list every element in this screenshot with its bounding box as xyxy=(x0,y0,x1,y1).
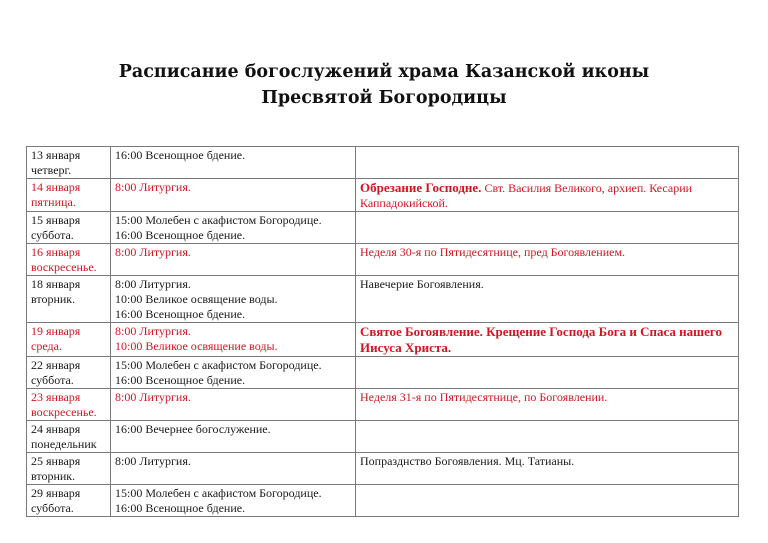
weekday-text: понедельник xyxy=(31,437,97,451)
feast-description: Навечерие Богоявления. xyxy=(360,277,484,291)
weekday-text: воскресенье. xyxy=(31,260,97,274)
weekday-text: суббота. xyxy=(31,501,74,515)
date-text: 13 января xyxy=(31,148,81,162)
table-row xyxy=(27,389,739,421)
service-item: 10:00 Великое освящение воды. xyxy=(115,339,278,353)
table-row xyxy=(27,212,739,244)
date-text: 23 января xyxy=(31,390,81,404)
service-item: 15:00 Молебен с акафистом Богородице. xyxy=(115,358,322,372)
date-text: 22 января xyxy=(31,358,81,372)
service-item: 8:00 Литургия. xyxy=(115,245,191,259)
feast-description: Свт. Василия Великого, архиеп. Кесарии Каппадокийской. xyxy=(360,181,693,210)
services-cell xyxy=(111,323,356,357)
feast-note xyxy=(360,390,735,405)
weekday-text: суббота. xyxy=(31,373,74,387)
service-item: 10:00 Великое освящение воды. xyxy=(115,292,278,306)
feast-note xyxy=(360,277,735,292)
schedule-table xyxy=(26,146,739,517)
feast-note-cell xyxy=(356,389,739,421)
date-cell xyxy=(27,276,111,323)
feast-note-cell xyxy=(356,485,739,517)
feast-note-cell xyxy=(356,421,739,453)
service-item: 15:00 Молебен с акафистом Богородице. xyxy=(115,213,322,227)
services-cell xyxy=(111,389,356,421)
table-row xyxy=(27,323,739,357)
weekday-text: среда. xyxy=(31,339,62,353)
date-cell xyxy=(27,485,111,517)
date-cell xyxy=(27,147,111,179)
schedule-body xyxy=(27,147,739,517)
date-text: 19 января xyxy=(31,324,81,338)
feast-note-cell xyxy=(356,276,739,323)
service-item: 16:00 Всенощное бдение. xyxy=(115,373,246,387)
weekday-text: суббота. xyxy=(31,228,74,242)
table-row xyxy=(27,244,739,276)
weekday-text: вторник. xyxy=(31,469,76,483)
feast-note xyxy=(360,245,735,260)
service-item: 16:00 Всенощное бдение. xyxy=(115,307,246,321)
feast-note-cell xyxy=(356,147,739,179)
services-cell xyxy=(111,212,356,244)
service-item: 8:00 Литургия. xyxy=(115,390,191,404)
feast-note xyxy=(360,454,735,469)
date-cell xyxy=(27,179,111,212)
service-item: 16:00 Всенощное бдение. xyxy=(115,148,246,162)
service-item: 15:00 Молебен с акафистом Богородице. xyxy=(115,486,322,500)
service-item: 8:00 Литургия. xyxy=(115,277,191,291)
services-cell xyxy=(111,485,356,517)
feast-note xyxy=(360,324,735,356)
service-item: 8:00 Литургия. xyxy=(115,180,191,194)
weekday-text: четверг. xyxy=(31,163,72,177)
feast-note-cell xyxy=(356,323,739,357)
service-item: 8:00 Литургия. xyxy=(115,324,191,338)
service-item: 16:00 Всенощное бдение. xyxy=(115,228,246,242)
date-text: 14 января xyxy=(31,180,81,194)
feast-note-cell xyxy=(356,179,739,212)
services-cell xyxy=(111,357,356,389)
weekday-text: пятница. xyxy=(31,195,76,209)
services-cell xyxy=(111,179,356,212)
date-text: 29 января xyxy=(31,486,81,500)
feast-note-cell xyxy=(356,357,739,389)
table-row xyxy=(27,485,739,517)
feast-description: Неделя 30-я по Пятидесятнице, пред Богоявлением. xyxy=(360,245,626,259)
weekday-text: вторник. xyxy=(31,292,76,306)
feast-title: Святое Богоявление. Крещение Господа Бога и Спаса нашего Иисуса Христа. xyxy=(360,324,723,355)
services-cell xyxy=(111,147,356,179)
date-cell xyxy=(27,323,111,357)
feast-description: Неделя 31-я по Пятидесятнице, по Богоявлении. xyxy=(360,390,608,404)
date-text: 18 января xyxy=(31,277,81,291)
table-row xyxy=(27,179,739,212)
date-text: 24 января xyxy=(31,422,81,436)
services-cell xyxy=(111,421,356,453)
services-cell xyxy=(111,244,356,276)
page-title xyxy=(0,59,768,111)
feast-title: Обрезание Господне. xyxy=(360,180,482,195)
date-cell xyxy=(27,357,111,389)
service-item: 8:00 Литургия. xyxy=(115,454,191,468)
services-cell xyxy=(111,276,356,323)
page-title-line-1: Расписание богослужений храма Казанской иконы xyxy=(118,62,650,82)
table-row xyxy=(27,453,739,485)
table-row xyxy=(27,357,739,389)
services-cell xyxy=(111,453,356,485)
service-item: 16:00 Всенощное бдение. xyxy=(115,501,246,515)
feast-note-cell xyxy=(356,244,739,276)
service-item: 16:00 Вечернее богослужение. xyxy=(115,422,271,436)
feast-note xyxy=(360,180,735,211)
feast-note-cell xyxy=(356,453,739,485)
date-cell xyxy=(27,212,111,244)
date-cell xyxy=(27,453,111,485)
feast-description: Попразднство Богоявления. Мц. Татианы. xyxy=(360,454,575,468)
feast-note-cell xyxy=(356,212,739,244)
page-title-line-2: Пресвятой Богородицы xyxy=(261,88,507,108)
date-text: 16 января xyxy=(31,245,81,259)
table-row xyxy=(27,276,739,323)
date-cell xyxy=(27,421,111,453)
table-row xyxy=(27,421,739,453)
date-text: 15 января xyxy=(31,213,81,227)
weekday-text: воскресенье. xyxy=(31,405,97,419)
date-cell xyxy=(27,244,111,276)
date-cell xyxy=(27,389,111,421)
table-row xyxy=(27,147,739,179)
date-text: 25 января xyxy=(31,454,81,468)
